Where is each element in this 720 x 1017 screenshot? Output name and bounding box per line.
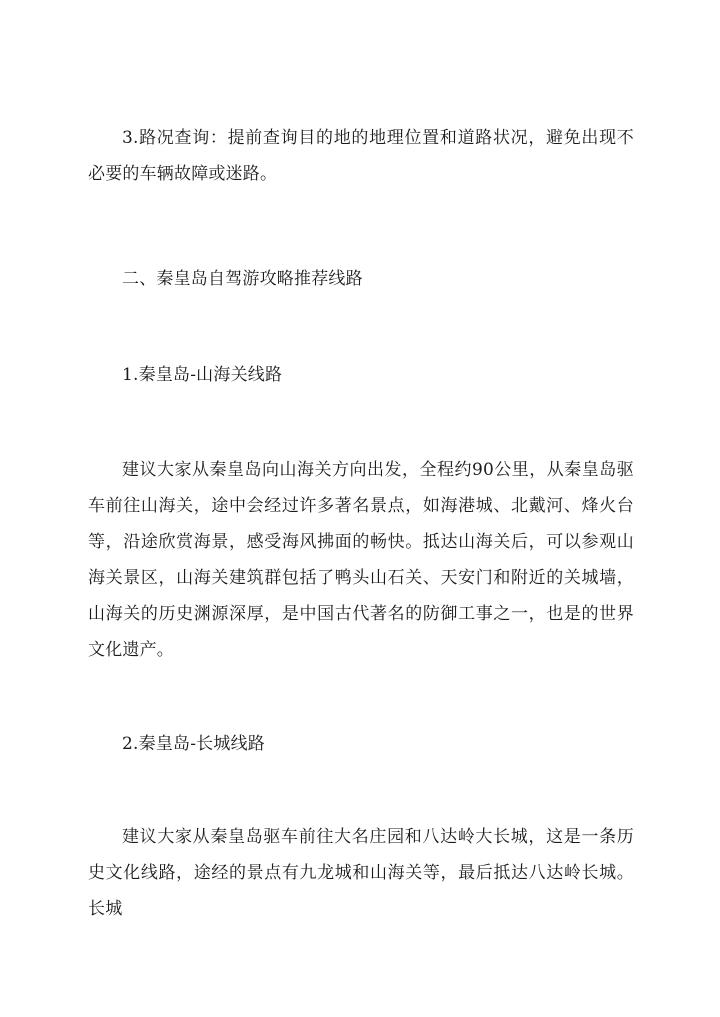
subheading-great-wall-route: 2.秦皇岛-长城线路: [122, 734, 265, 754]
paragraph-great-wall-route: 建议大家从秦皇岛驱车前往大名庄园和八达岭大长城，这是一条历史文化线路，途经的景点有九龙城和山海关等，最后抵达八达岭长城。长城: [88, 827, 634, 919]
subheading-shanhaiguan-route: 1.秦皇岛-山海关线路: [122, 365, 283, 385]
paragraph-shanhaiguan-route: 建议大家从秦皇岛向山海关方向出发，全程约90公里，从秦皇岛驱车前往山海关，途中会经过许多著名景点，如海港城、北戴河、烽火台等，沿途欣赏海景，感受海风拂面的畅快。抵达山海关后，可以参观山海关景区，山海关建筑群包括了鸭头山石关、天安门和附近的关城墙，山海关的历史渊源深厚，是中国古代著名的防御工事之一，也是的世界文化遗产。: [88, 460, 634, 660]
paragraph-road-check: 3.路况查询：提前查询目的地的地理位置和道路状况，避免出现不必要的车辆故障或迷路。: [88, 128, 634, 184]
section-heading-routes: 二、秦皇岛自驾游攻略推荐线路: [122, 269, 363, 289]
